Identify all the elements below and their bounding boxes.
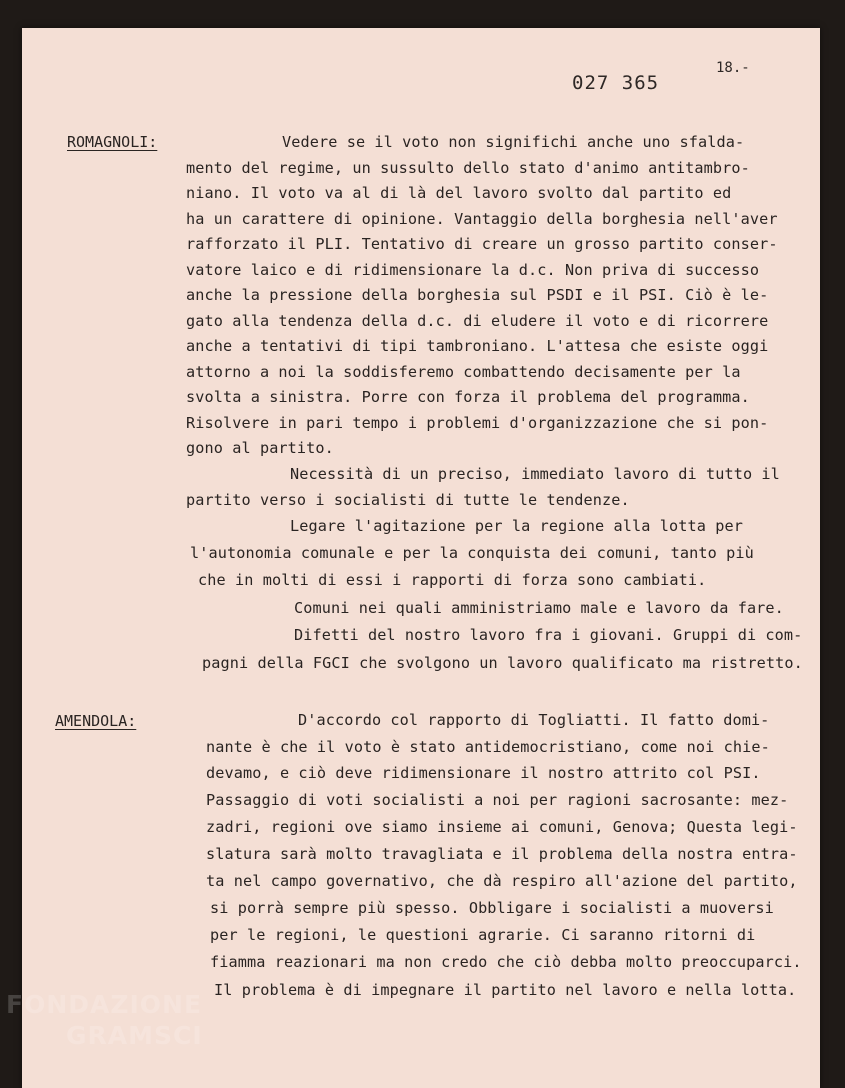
- speaker-amendola: AMENDOLA:: [55, 712, 137, 730]
- speaker-romagnoli: ROMAGNOLI:: [67, 133, 158, 151]
- watermark-logo: [6, 990, 203, 1050]
- watermark-line1: FONDAZIONE: [6, 990, 203, 1019]
- text-line: l'autonomia comunale e per la conquista dei comuni, tanto più: [190, 544, 754, 562]
- text-line: zadri, regioni ove siamo insieme ai comuni, Genova; Questa legi-: [206, 818, 798, 836]
- text-line: ha un carattere di opinione. Vantaggio della borghesia nell'aver: [186, 210, 778, 228]
- text-line: Legare l'agitazione per la regione alla lotta per: [290, 517, 743, 535]
- text-line: ta nel campo governativo, che dà respiro all'azione del partito,: [206, 872, 798, 890]
- text-line: nante è che il voto è stato antidemocristiano, come noi chie-: [206, 738, 770, 756]
- text-line: Difetti del nostro lavoro fra i giovani. Gruppi di com-: [294, 626, 803, 644]
- watermark-line2: GRAMSCI: [66, 1021, 203, 1050]
- text-line: Il problema è di impegnare il partito nel lavoro e nella lotta.: [214, 981, 797, 999]
- text-line: svolta a sinistra. Porre con forza il problema del programma.: [186, 388, 750, 406]
- text-line: che in molti di essi i rapporti di forza sono cambiati.: [198, 571, 707, 589]
- text-line: niano. Il voto va al di là del lavoro svolto dal partito ed: [186, 184, 732, 202]
- text-line: rafforzato il PLI. Tentativo di creare un grosso partito conser-: [186, 235, 778, 253]
- text-line: anche a tentativi di tipi tambroniano. L'attesa che esiste oggi: [186, 337, 769, 355]
- text-line: per le regioni, le questioni agrarie. Ci saranno ritorni di: [210, 926, 756, 944]
- text-line: Passaggio di voti socialisti a noi per ragioni sacrosante: mez-: [206, 791, 789, 809]
- text-line: partito verso i socialisti di tutte le tendenze.: [186, 491, 630, 509]
- text-line: anche la pressione della borghesia sul PSDI e il PSI. Ciò è le-: [186, 286, 769, 304]
- text-line: attorno a noi la soddisferemo combattendo decisamente per la: [186, 363, 741, 381]
- text-line: gato alla tendenza della d.c. di eludere il voto e di ricorrere: [186, 312, 769, 330]
- text-line: mento del regime, un sussulto dello stato d'animo antitambro-: [186, 159, 750, 177]
- text-line: pagni della FGCI che svolgono un lavoro qualificato ma ristretto.: [202, 654, 803, 672]
- text-line: fiamma reazionari ma non credo che ciò debba molto preoccuparci.: [210, 953, 802, 971]
- document-number: 027 365: [572, 72, 660, 94]
- text-line: Necessità di un preciso, immediato lavoro di tutto il: [290, 465, 780, 483]
- page-number: 18.-: [716, 60, 750, 76]
- text-line: Risolvere in pari tempo i problemi d'organizzazione che si pon-: [186, 414, 769, 432]
- text-line: Comuni nei quali amministriamo male e lavoro da fare.: [294, 599, 784, 617]
- text-line: slatura sarà molto travagliata e il problema della nostra entra-: [206, 845, 798, 863]
- text-line: D'accordo col rapporto di Togliatti. Il fatto domi-: [298, 711, 770, 729]
- text-line: vatore laico e di ridimensionare la d.c. Non priva di successo: [186, 261, 760, 279]
- text-line: gono al partito.: [186, 439, 334, 457]
- text-line: si porrà sempre più spesso. Obbligare i socialisti a muoversi: [210, 899, 774, 917]
- text-line: devamo, e ciò deve ridimensionare il nostro attrito col PSI.: [206, 764, 761, 782]
- text-line: Vedere se il voto non significhi anche uno sfalda-: [282, 133, 745, 151]
